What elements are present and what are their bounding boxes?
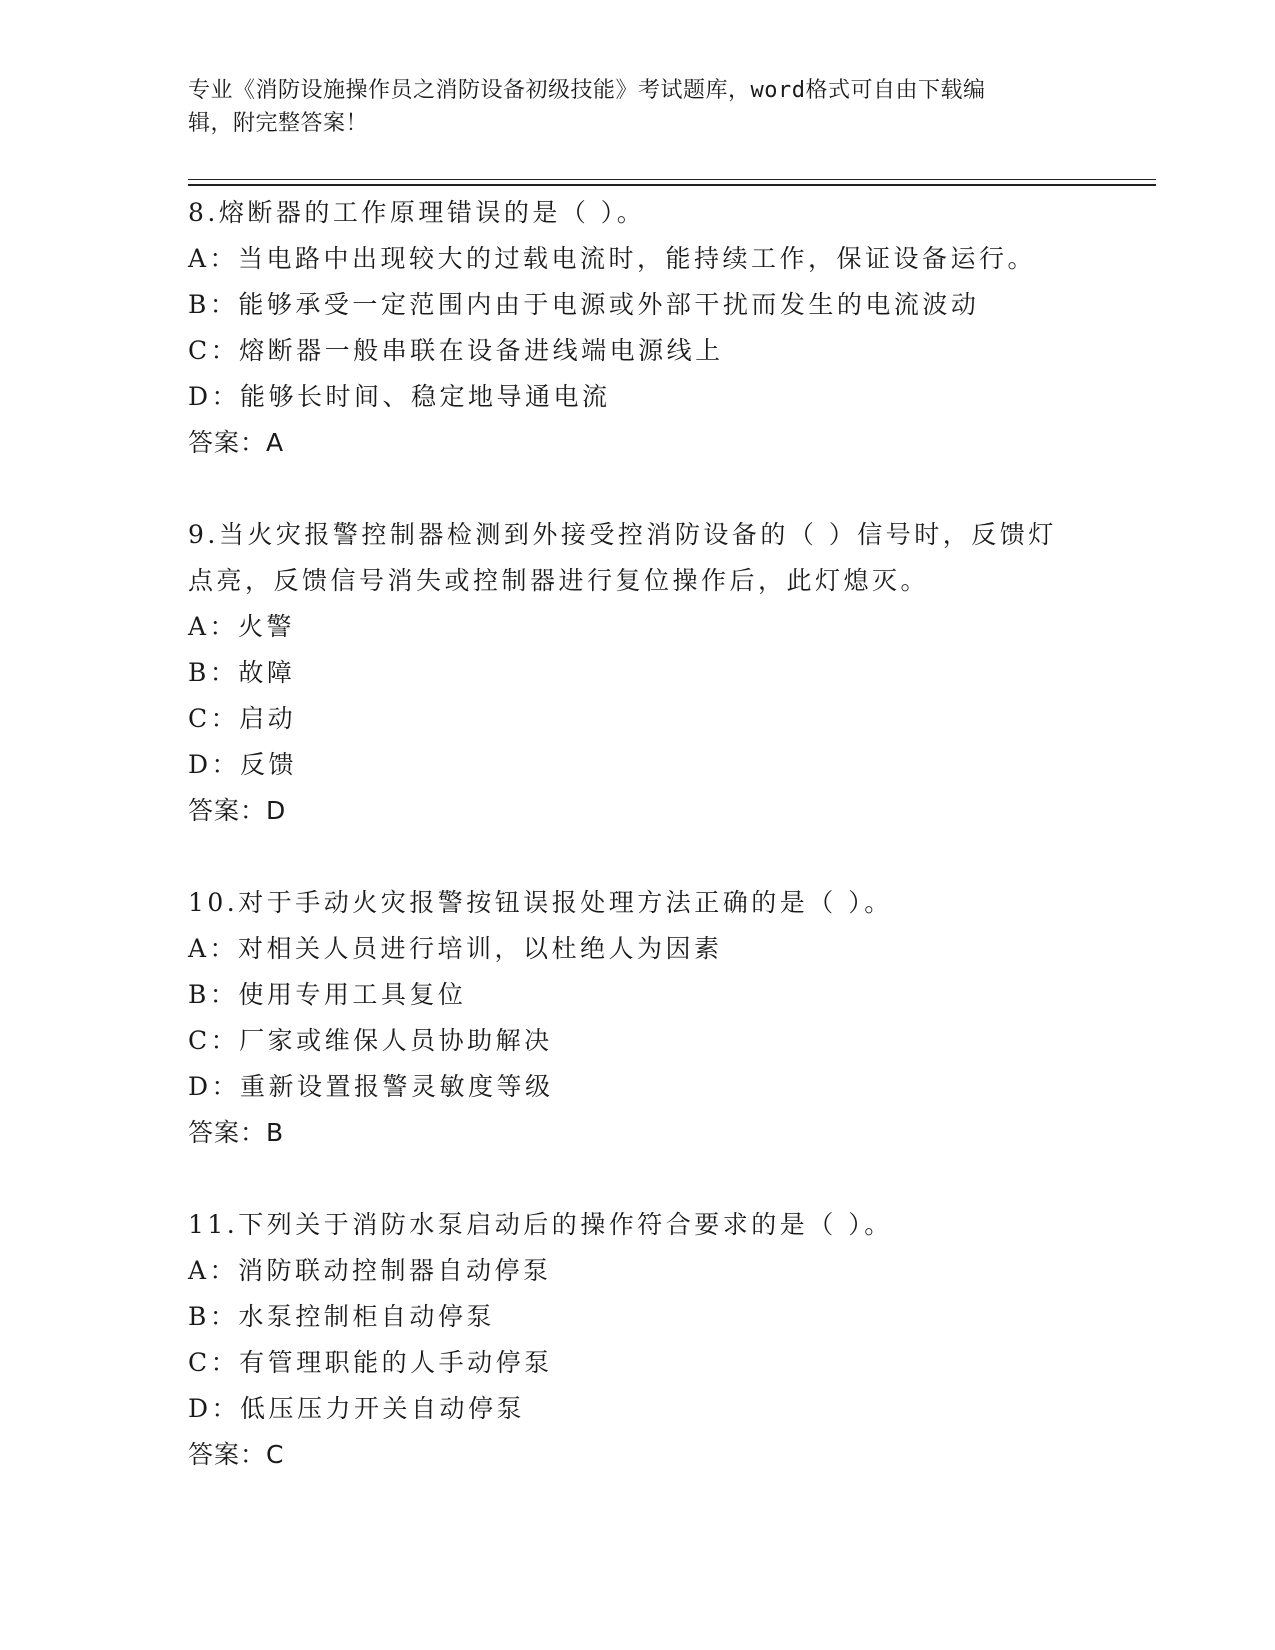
option-a: A：当电路中出现较大的过载电流时，能持续工作，保证设备运行。 bbox=[188, 244, 1037, 273]
option-d: D：重新设置报警灵敏度等级 bbox=[188, 1072, 554, 1101]
option-d: D：低压压力开关自动停泵 bbox=[188, 1394, 526, 1423]
option-b: B：水泵控制柜自动停泵 bbox=[188, 1302, 495, 1331]
question-10 bbox=[188, 880, 1088, 1156]
header-line-2: 辑，附完整答案！ bbox=[188, 111, 369, 136]
option-b: B：使用专用工具复位 bbox=[188, 980, 467, 1009]
question-stem: 10.对于手动火灾报警按钮误报处理方法正确的是（ ）。 bbox=[188, 888, 893, 917]
option-c: C：启动 bbox=[188, 704, 297, 733]
option-b: B：能够承受一定范围内由于电源或外部干扰而发生的电流波动 bbox=[188, 290, 980, 319]
answer-label: 答案：A bbox=[188, 428, 285, 457]
option-a: A：火警 bbox=[188, 612, 296, 641]
question-stem: 9.当火灾报警控制器检测到外接受控消防设备的（ ）信号时，反馈灯点亮，反馈信号消失或控制器进行复位操作后，此灯熄灭。 bbox=[188, 520, 1057, 595]
option-a: A：消防联动控制器自动停泵 bbox=[188, 1256, 552, 1285]
question-11 bbox=[188, 1202, 1088, 1478]
option-b: B：故障 bbox=[188, 658, 296, 687]
answer-label: 答案：D bbox=[188, 796, 287, 825]
question-9 bbox=[188, 512, 1088, 834]
option-c: C：熔断器一般串联在设备进线端电源线上 bbox=[188, 336, 724, 365]
question-list bbox=[188, 190, 1088, 1524]
option-a: A：对相关人员进行培训，以杜绝人为因素 bbox=[188, 934, 723, 963]
option-d: D：能够长时间、稳定地导通电流 bbox=[188, 382, 611, 411]
document-header bbox=[188, 74, 1078, 140]
question-8 bbox=[188, 190, 1088, 466]
option-c: C：有管理职能的人手动停泵 bbox=[188, 1348, 553, 1377]
option-c: C：厂家或维保人员协助解决 bbox=[188, 1026, 553, 1055]
question-stem: 8.熔断器的工作原理错误的是（ ）。 bbox=[188, 198, 646, 227]
answer-label: 答案：B bbox=[188, 1118, 285, 1147]
option-d: D：反馈 bbox=[188, 750, 298, 779]
question-stem: 11.下列关于消防水泵启动后的操作符合要求的是（ ）。 bbox=[188, 1210, 893, 1239]
header-line-1: 专业《消防设施操作员之消防设备初级技能》考试题库，word格式可自由下载编 bbox=[188, 78, 986, 103]
header-divider bbox=[188, 179, 1156, 186]
answer-label: 答案：C bbox=[188, 1440, 285, 1469]
